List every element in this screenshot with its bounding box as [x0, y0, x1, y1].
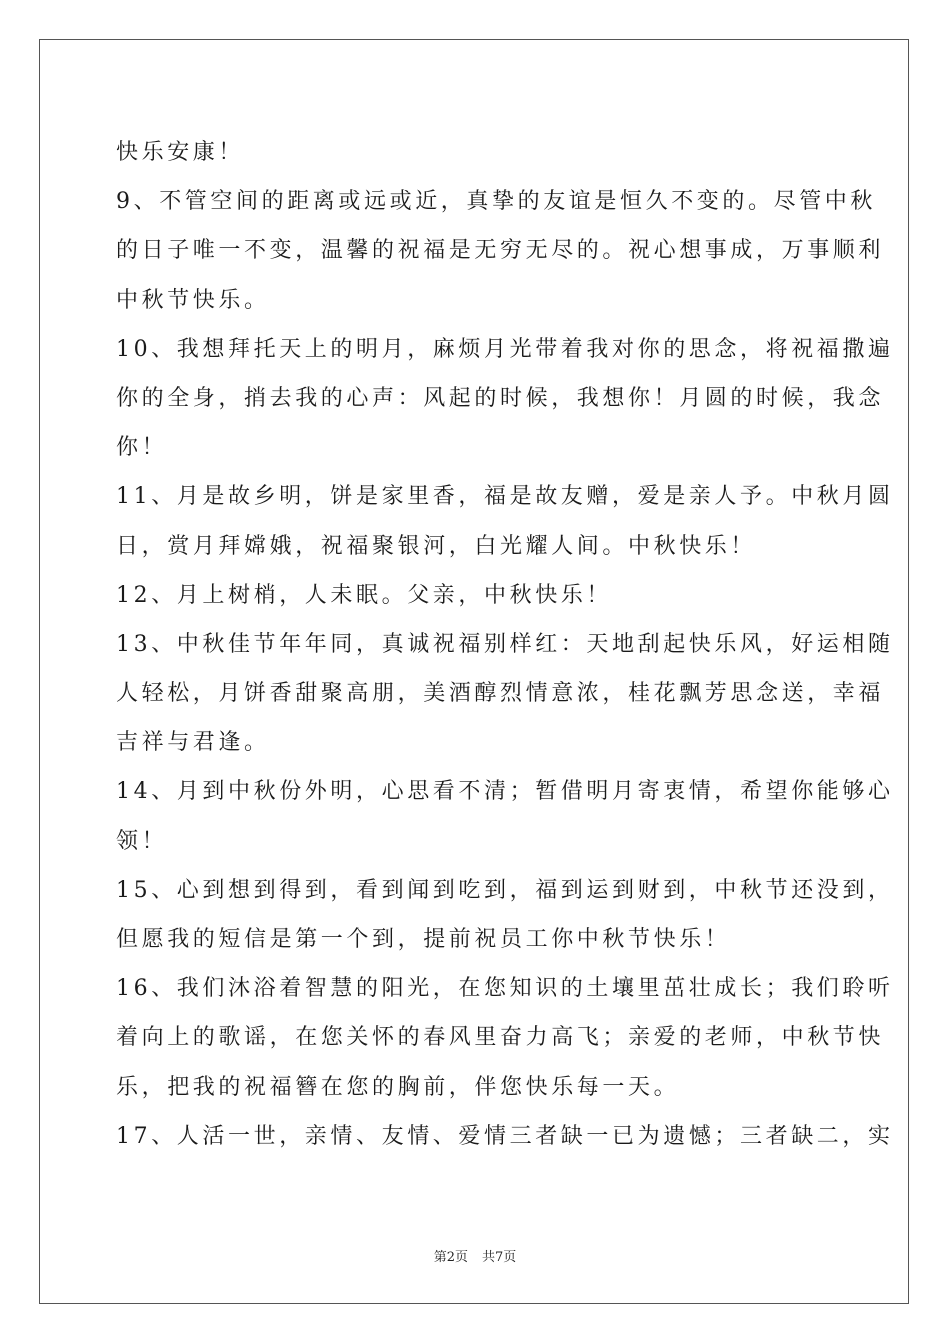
text-line: 16、我们沐浴着智慧的阳光，在您知识的土壤里茁壮成长；我们聆听 — [116, 976, 894, 1002]
text-line: 乐，把我的祝福簪在您的胸前，伴您快乐每一天。 — [116, 1074, 680, 1100]
text-line: 日，赏月拜嫦娥，祝福聚银河，白光耀人间。中秋快乐！ — [116, 533, 757, 559]
document-body — [116, 128, 894, 1161]
text-line: 吉祥与君逢。 — [116, 730, 270, 756]
text-line: 12、月上树梢，人未眠。父亲，中秋快乐！ — [116, 582, 612, 608]
text-line: 着向上的歌谣，在您关怀的春风里奋力高飞；亲爱的老师，中秋节快 — [116, 1025, 885, 1051]
text-line: 人轻松，月饼香甜聚高朋，美酒醇烈情意浓，桂花飘芳思念送，幸福 — [116, 681, 885, 707]
current-page-number: 第2页 — [433, 1250, 468, 1265]
text-line: 13、中秋佳节年年同，真诚祝福别样红：天地刮起快乐风，好运相随 — [116, 631, 894, 657]
text-line: 领！ — [116, 828, 168, 854]
text-line: 你！ — [116, 435, 168, 461]
text-line: 的日子唯一不变，温馨的祝福是无穷无尽的。祝心想事成，万事顺利 — [116, 238, 885, 264]
page-footer — [0, 1246, 950, 1265]
text-line: 快乐安康！ — [116, 140, 245, 165]
text-line: 10、我想拜托天上的明月，麻烦月光带着我对你的思念，将祝福撒遍 — [116, 336, 894, 362]
text-line: 9、不管空间的距离或远或近，真挚的友谊是恒久不变的。尽管中秋 — [116, 189, 876, 215]
text-line: 你的全身，捎去我的心声：风起的时候，我想你！月圆的时候，我念 — [116, 385, 885, 411]
text-line: 17、人活一世，亲情、友情、爱情三者缺一已为遗憾；三者缺二，实 — [116, 1123, 894, 1149]
text-line: 中秋节快乐。 — [116, 287, 270, 313]
total-page-count: 共7页 — [482, 1250, 517, 1265]
text-line: 但愿我的短信是第一个到，提前祝员工你中秋节快乐！ — [116, 927, 731, 952]
text-line: 14、月到中秋份外明，心思看不清；暂借明月寄衷情，希望你能够心 — [116, 779, 894, 805]
text-line: 15、心到想到得到，看到闻到吃到，福到运到财到，中秋节还没到， — [116, 877, 894, 903]
text-line: 11、月是故乡明，饼是家里香，福是故友赠，爱是亲人予。中秋月圆 — [116, 484, 894, 510]
